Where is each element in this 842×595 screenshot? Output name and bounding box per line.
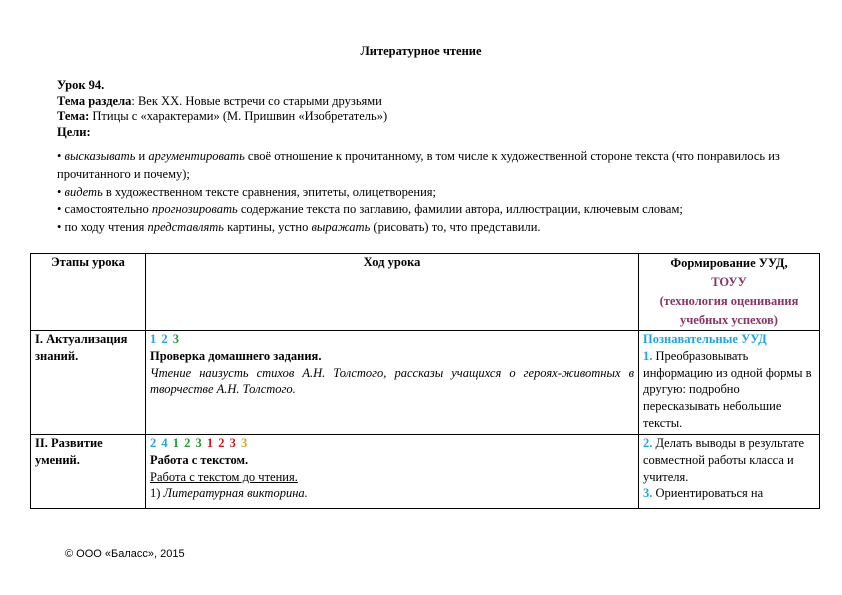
table-row [31,435,820,509]
goals-label: Цели: [57,124,91,139]
step-numbers: 1 2 3 [150,332,179,346]
table-row [31,331,820,435]
table-header-row [31,254,820,331]
lesson-header [57,78,797,140]
row-subheading: Работа с текстом до чтения. [150,469,298,484]
row-heading: Проверка домашнего задания. [150,348,322,363]
header-course: Ход урока [146,254,639,331]
goal-item: • по ходу чтения представлять картины, устно выражать (рисовать) то, что представили. [57,220,541,235]
stage-cell: I. Актуализация знаний. [31,331,146,435]
header-stages: Этапы урока [31,254,146,331]
topic-label: Тема: [57,109,90,123]
stage-cell: II. Развитие умений. [31,435,146,509]
header-formation: Формирование УУД, ТОУУ (технология оценивания учебных успехов) [639,254,820,331]
uud-cell: 2. Делать выводы в результате совместной работы класса и учителя. 3. Ориентироваться на [639,435,820,509]
step-numbers: 2 4 1 2 3 1 2 3 3 [150,436,248,450]
row-text: Чтение наизусть стихов А.Н. Толстого, рассказы учащихся о героях-животных в творчестве А.Н. Толстого. [150,365,634,397]
tech-label: (технология оценивания учебных успехов) [659,294,799,327]
touu-label: ТОУУ [711,275,747,289]
copyright-footer: © ООО «Баласс», 2015 [65,548,185,560]
course-cell [146,435,639,509]
row-heading: Работа с текстом. [150,452,249,467]
row-item: 1) Литературная викторина. [150,486,308,501]
lesson-number: Урок 94. [57,78,105,92]
uud-cell: Познавательные УУД 1. Преобразовывать информацию из одной формы в другую: подробно пересказывать небольшие тексты. [639,331,820,435]
goal-item: • высказывать и аргументировать своё отношение к прочитанному, в том числе к художественной стороне текста (что понравилось из прочитанного и почему); [57,149,780,181]
topic-value: Птицы с «характерами» (М. Пришвин «Изобретатель») [89,109,388,123]
uud-title: Познавательные УУД [643,332,767,346]
section-label: Тема раздела [57,93,132,108]
goal-item: • самостоятельно прогнозировать содержание текста по заглавию, фамилии автора, иллюстрации, ключевым словам; [57,202,683,217]
lesson-table [30,253,820,509]
goals-list [57,148,797,237]
goal-item: • видеть в художественном тексте сравнения, эпитеты, олицетворения; [57,184,436,199]
section-value: : Век XX. Новые встречи со старыми друзьями [131,93,382,108]
document-title: Литературное чтение [360,44,482,58]
course-cell [146,331,639,435]
